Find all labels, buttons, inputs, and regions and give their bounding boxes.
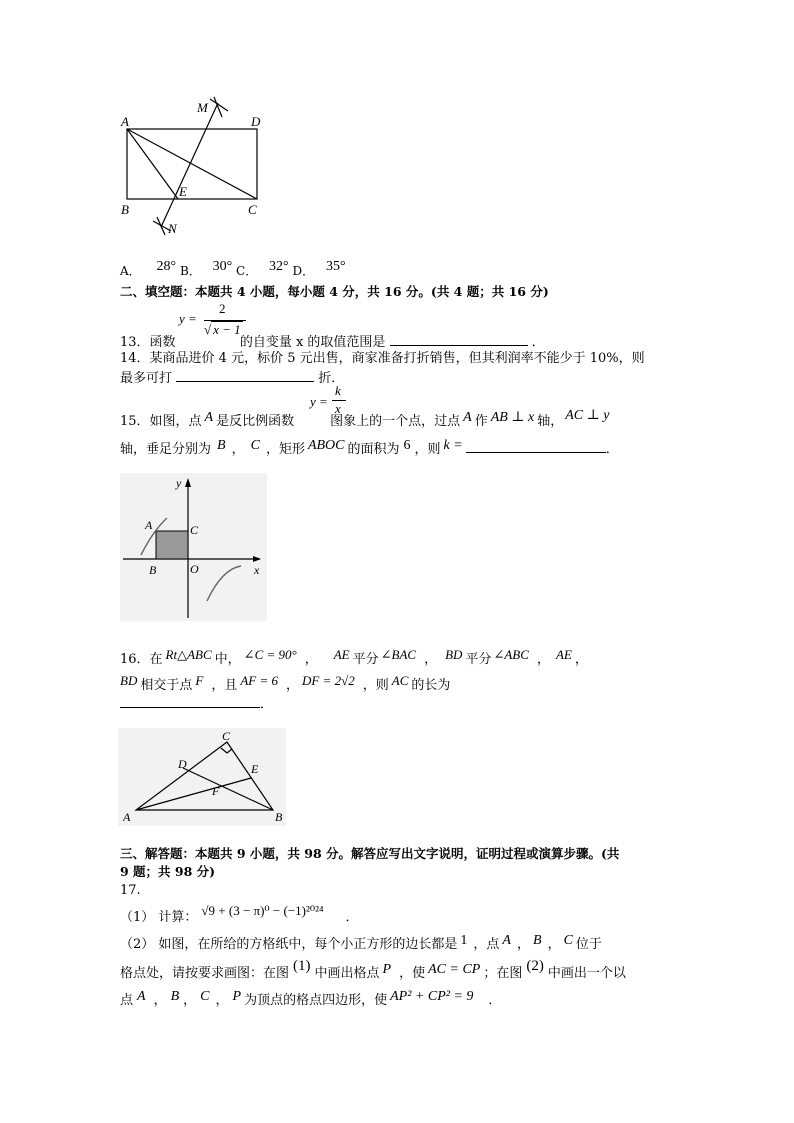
q14-line2: 最多可打 折． — [120, 368, 344, 388]
q16-line3: ． — [120, 694, 273, 714]
label-A: A — [121, 114, 129, 129]
label-C: C — [190, 523, 199, 537]
label-E: E — [179, 184, 187, 199]
q16-line2: BD 相交于点 F ，且 AF = 6 ， DF = 2√2 ，则 AC 的长为 — [120, 673, 451, 693]
label-B: B — [275, 810, 283, 824]
q13-numerator: 2 — [219, 301, 226, 316]
q17-part1: （1） 计算： √9 + (3 − π)⁰ − (−1)²⁰²⁴ ． — [120, 903, 359, 925]
label-y: y — [176, 476, 182, 490]
q13-text: 13．函数 的自变量 x 的取值范围是 ． — [120, 332, 545, 352]
label-N: N — [168, 221, 177, 236]
q14-line1: 14．某商品进价 4 元，标价 5 元出售，商家准备打折销售，但其利润率不能少于 10%，则 — [120, 351, 645, 366]
option-a-label: A． — [120, 264, 141, 278]
label-A: A — [145, 518, 153, 532]
q15-fraction: y = k x — [310, 384, 350, 424]
label-C: C — [248, 202, 257, 217]
option-b-value: 30° — [212, 259, 233, 274]
option-c-value: 32° — [269, 259, 289, 274]
label-O: O — [190, 562, 199, 576]
label-A: A — [123, 810, 131, 824]
q13-denominator: √ x − 1 — [204, 322, 241, 337]
section-2-heading: 二、填空题：本题共 4 小题，每小题 4 分，共 16 分。(共 4 题；共 16 分) — [120, 284, 549, 299]
q13-y-eq: y = — [179, 311, 197, 326]
figure-triangle — [118, 728, 286, 826]
q12-options — [120, 259, 346, 281]
label-E: E — [251, 762, 259, 776]
q17-part2-line2: 格点处，请按要求画图：在图 (1) 中画出格点 P ，使 AC = CP ；在图 (2) 中画出一个以 — [120, 958, 626, 981]
label-x: x — [254, 563, 260, 577]
q15-line1: 15．如图，点 A 是反比例函数 图象上的一个点，过点 A 作 AB ⊥ x 轴， AC ⊥ y — [120, 408, 610, 429]
option-b-label: B． — [179, 264, 201, 278]
q15-line2: 轴，垂足分别为 B ， C ，矩形 ABOC 的面积为 6 ，则 k = ． — [120, 438, 619, 457]
label-B: B — [149, 563, 157, 577]
figure-rectangle — [115, 95, 275, 240]
section-3-heading-2: 9 题；共 98 分) — [120, 864, 216, 879]
q17-part2-line3: 点 A ， B ， C ， P 为顶点的格点四边形，使 AP² + CP² = 9 ． — [120, 989, 502, 1008]
label-D: D — [178, 757, 187, 771]
label-F: F — [212, 784, 220, 798]
q17-part2: （2） 如图，在所给的方格纸中，每个小正方形的边长都是 1 ，点 A ， B ， C 位于 — [120, 933, 602, 952]
option-a-value: 28° — [156, 259, 177, 274]
label-D: D — [251, 114, 261, 129]
figure-hyperbola — [120, 473, 267, 621]
label-M: M — [197, 100, 208, 115]
option-d-value: 35° — [325, 259, 346, 274]
section-3-heading-1: 三、解答题：本题共 9 小题，共 98 分。解答应写出文字说明，证明过程或演算步骤。(共 — [120, 846, 620, 861]
q16-line1: 16．在 Rt△ABC 中， ∠C = 90° ， AE 平分 ∠BAC ， BD 平分 ∠ABC ， AE ， — [120, 647, 588, 667]
option-c-label: C． — [236, 264, 258, 278]
q17-number: 17. — [120, 883, 141, 898]
label-C: C — [222, 729, 231, 743]
label-B: B — [121, 202, 129, 217]
option-d-label: D． — [292, 264, 315, 278]
